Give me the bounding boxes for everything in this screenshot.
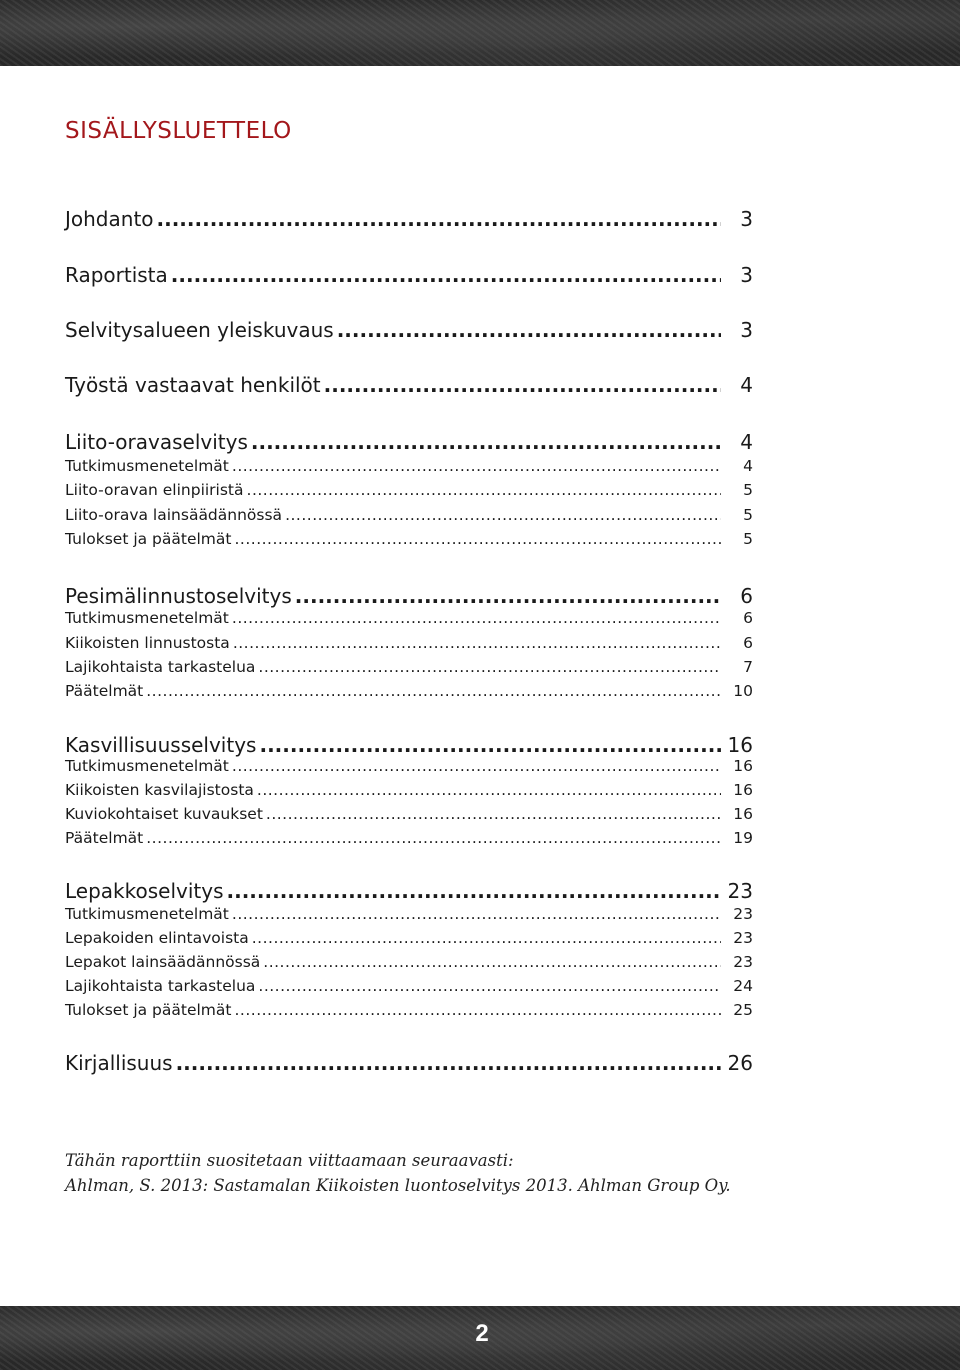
toc-entry-page: 23	[733, 905, 753, 923]
toc-subentry[interactable]	[65, 781, 753, 799]
toc-entry[interactable]	[65, 584, 753, 608]
toc-entry-page: 4	[740, 430, 753, 454]
toc-entry[interactable]	[65, 318, 753, 342]
toc-subentry[interactable]	[65, 609, 753, 627]
toc-entry[interactable]	[65, 1051, 753, 1075]
toc-entry-page: 16	[733, 757, 753, 775]
toc-subentry[interactable]	[65, 929, 753, 947]
toc-entry-page: 5	[743, 506, 753, 524]
toc-title: SISÄLLYSLUETTELO	[65, 118, 292, 144]
toc-entry-label: Työstä vastaavat henkilöt	[65, 373, 321, 397]
toc-subentry[interactable]	[65, 457, 753, 475]
toc-subentry[interactable]	[65, 977, 753, 995]
toc-entry-label: Tulokset ja päätelmät	[65, 530, 232, 548]
toc-entry-page: 25	[733, 1001, 753, 1019]
toc-entry-page: 4	[743, 457, 753, 475]
toc-entry-label: Lepakoiden elintavoista	[65, 929, 249, 947]
toc-entry[interactable]	[65, 430, 753, 454]
page-number: 2	[475, 1320, 489, 1347]
header-texture-band	[0, 0, 960, 66]
toc-subentry[interactable]	[65, 953, 753, 971]
toc-entry-label: Raportista	[65, 263, 168, 287]
toc-entry-label: Kiikoisten kasvilajistosta	[65, 781, 254, 799]
toc-subentry[interactable]	[65, 905, 753, 923]
toc-entry-page: 16	[733, 781, 753, 799]
dot-leader	[251, 430, 721, 454]
dot-leader	[234, 530, 721, 548]
toc-entry-page: 3	[740, 263, 753, 287]
dot-leader	[227, 879, 721, 903]
toc-entry-label: Tutkimusmenetelmät	[65, 905, 229, 923]
toc-entry-label: Tulokset ja päätelmät	[65, 1001, 232, 1019]
toc-entry-page: 23	[727, 879, 753, 903]
dot-leader	[258, 658, 721, 676]
dot-leader	[176, 1051, 721, 1075]
toc-entry-page: 3	[740, 318, 753, 342]
toc-entry-page: 4	[740, 373, 753, 397]
toc-entry-label: Lajikohtaista tarkastelua	[65, 977, 256, 995]
toc-entry-label: Lajikohtaista tarkastelua	[65, 658, 256, 676]
toc-subentry[interactable]	[65, 682, 753, 700]
dot-leader	[295, 584, 721, 608]
dot-leader	[157, 207, 721, 231]
dot-leader	[285, 506, 721, 524]
toc-entry[interactable]	[65, 373, 753, 397]
toc-entry-page: 6	[740, 584, 753, 608]
dot-leader	[337, 318, 721, 342]
toc-entry[interactable]	[65, 733, 753, 757]
dot-leader	[171, 263, 721, 287]
toc-entry-page: 7	[743, 658, 753, 676]
toc-entry-page: 16	[733, 805, 753, 823]
toc-entry-label: Tutkimusmenetelmät	[65, 457, 229, 475]
dot-leader	[146, 682, 721, 700]
toc-entry-label: Päätelmät	[65, 829, 144, 847]
dot-leader	[263, 953, 721, 971]
toc-subentry[interactable]	[65, 634, 753, 652]
citation-reference: Ahlman, S. 2013: Sastamalan Kiikoisten luontoselvitys 2013. Ahlman Group Oy.	[65, 1176, 731, 1195]
toc-entry-label: Liito-orava lainsäädännössä	[65, 506, 283, 524]
toc-entry-label: Liito-oravan elinpiiristä	[65, 481, 244, 499]
toc-subentry[interactable]	[65, 658, 753, 676]
toc-entry-label: Lepakot lainsäädännössä	[65, 953, 261, 971]
dot-leader	[234, 1001, 721, 1019]
toc-entry-page: 6	[743, 609, 753, 627]
toc-subentry[interactable]	[65, 757, 753, 775]
toc-entry-page: 5	[743, 481, 753, 499]
toc-entry-page: 5	[743, 530, 753, 548]
toc-subentry[interactable]	[65, 530, 753, 548]
toc-subentry[interactable]	[65, 1001, 753, 1019]
toc-entry-page: 23	[733, 953, 753, 971]
toc-entry-label: Kiikoisten linnustosta	[65, 634, 230, 652]
dot-leader	[257, 781, 721, 799]
toc-entry-label: Pesimälinnustoselvitys	[65, 584, 292, 608]
dot-leader	[252, 929, 721, 947]
toc-entry[interactable]	[65, 207, 753, 231]
toc-entry-label: Johdanto	[65, 207, 154, 231]
toc-entry-label: Tutkimusmenetelmät	[65, 609, 229, 627]
toc-subentry[interactable]	[65, 506, 753, 524]
dot-leader	[233, 634, 721, 652]
dot-leader	[247, 481, 721, 499]
dot-leader	[259, 733, 721, 757]
dot-leader	[258, 977, 721, 995]
dot-leader	[232, 457, 721, 475]
dot-leader	[232, 609, 721, 627]
toc-entry-label: Selvitysalueen yleiskuvaus	[65, 318, 334, 342]
dot-leader	[146, 829, 721, 847]
toc-subentry[interactable]	[65, 829, 753, 847]
toc-entry[interactable]	[65, 879, 753, 903]
toc-entry-label: Tutkimusmenetelmät	[65, 757, 229, 775]
toc-entry-label: Kirjallisuus	[65, 1051, 173, 1075]
toc-entry-page: 26	[727, 1051, 753, 1075]
toc-entry-label: Kasvillisuusselvitys	[65, 733, 257, 757]
citation-intro: Tähän raporttiin suositetaan viittaamaan seuraavasti:	[65, 1151, 514, 1170]
dot-leader	[324, 373, 721, 397]
toc-subentry[interactable]	[65, 805, 753, 823]
toc-entry-label: Lepakkoselvitys	[65, 879, 224, 903]
toc-entry-page: 3	[740, 207, 753, 231]
toc-entry-label: Kuviokohtaiset kuvaukset	[65, 805, 263, 823]
toc-entry-page: 16	[727, 733, 753, 757]
toc-entry-label: Päätelmät	[65, 682, 144, 700]
toc-entry-page: 19	[733, 829, 753, 847]
dot-leader	[232, 905, 721, 923]
toc-subentry[interactable]	[65, 481, 753, 499]
toc-entry-page: 6	[743, 634, 753, 652]
toc-entry-page: 24	[733, 977, 753, 995]
toc-entry-page: 10	[733, 682, 753, 700]
dot-leader	[266, 805, 721, 823]
dot-leader	[232, 757, 721, 775]
toc-entry-label: Liito-oravaselvitys	[65, 430, 248, 454]
toc-entry-page: 23	[733, 929, 753, 947]
toc-entry[interactable]	[65, 263, 753, 287]
